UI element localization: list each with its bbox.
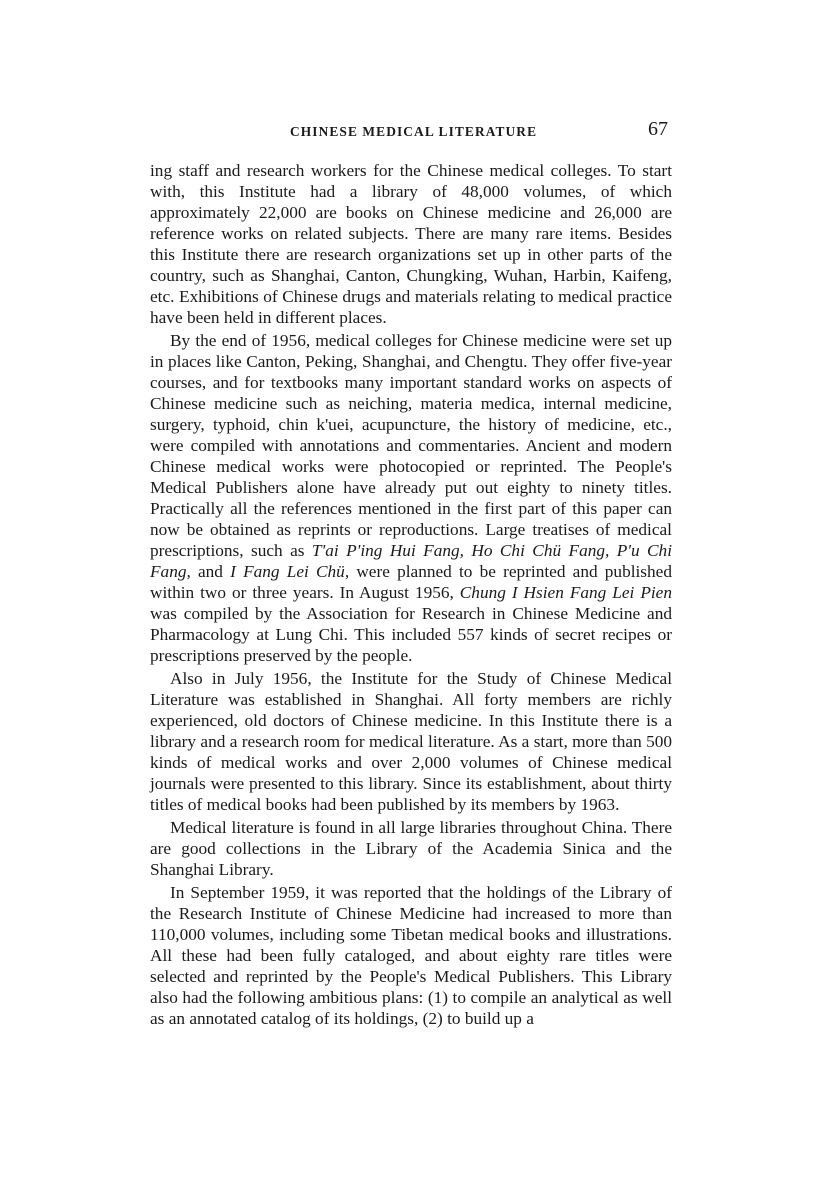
running-head-title: CHINESE MEDICAL LITERATURE [290,124,538,139]
paragraph-2-text-c: were planned to be reprinted and published within two or three years. In August 1956, [150,562,672,602]
paragraph-2-text-d: was compiled by the Association for Research in Chinese Medicine and Pharmacology at Lung Chi. This included 557 kinds of secret recipes or prescriptions preserved by the people. [150,604,672,665]
paragraph-3: Also in July 1956, the Institute for the Study of Chinese Medical Literature was established in Shanghai. All forty members are richly experienced, old doctors of Chinese medicine. In this Institute there is a library and a research room for medical literature. As a start, more than 500 kinds of medical works and over 2,000 volumes of Chinese medical journals were presented to this library. Since its establishment, about thirty titles of medical books had been published by its members by 1963. [150,669,672,814]
paragraph-2 [150,330,672,666]
book-title-taiping-hochi-puchi: T'ai P'ing Hui Fang, Ho Chi Chü Fang, P'u Chi Fang, [150,541,672,581]
paragraph-2-text-b: and [198,562,223,581]
paragraph-5: In September 1959, it was reported that the holdings of the Library of the Research Institute of Chinese Medicine had increased to more than 110,000 volumes, including some Tibetan medical books and illustrations. All these had been fully cataloged, and about eighty rare titles were selected and reprinted by the People's Medical Publishers. This Library also had the following ambitious plans: (1) to compile an analytical as well as an annotated catalog of its holdings, (2) to build up a [150,883,672,1028]
paragraph-2-text-a: By the end of 1956, medical colleges for Chinese medicine were set up in places like Canton, Peking, Shanghai, and Chengtu. They offer five-year courses, and for textbooks many important standard works on aspects of Chinese medicine such as neiching, materia medica, internal medicine, surgery, typhoid, chin k'uei, acupuncture, the history of medicine, etc., were compiled with annotations and commentaries. Ancient and modern Chinese medical works were photocopied or reprinted. The People's Medical Publishers alone have already put out eighty to ninety titles. Practically all the references mentioned in the first part of this paper can now be obtained as reprints or reproductions. Large treatises of medical prescriptions, such as [150,331,672,560]
paragraph-4: Medical literature is found in all large libraries throughout China. There are good collections in the Library of the Academia Sinica and the Shanghai Library. [150,818,672,879]
body-text [150,160,672,1029]
page-number: 67 [648,118,668,140]
paragraph-1: ing staff and research workers for the Chinese medical colleges. To start with, this Institute had a library of 48,000 volumes, of which approximately 22,000 are books on Chinese medicine and 26,000 are reference works on related subjects. There are many rare items. Besides this Institute there are research organizations set up in other parts of the country, such as Shanghai, Canton, Chungking, Wuhan, Harbin, Kaifeng, etc. Exhibitions of Chinese drugs and materials relating to medical practice have been held in different places. [150,161,672,327]
book-title-ifang-leichu: I Fang Lei Chü, [230,562,350,581]
book-title-chungi-hsienfang: Chung I Hsien Fang Lei Pien [459,583,672,602]
